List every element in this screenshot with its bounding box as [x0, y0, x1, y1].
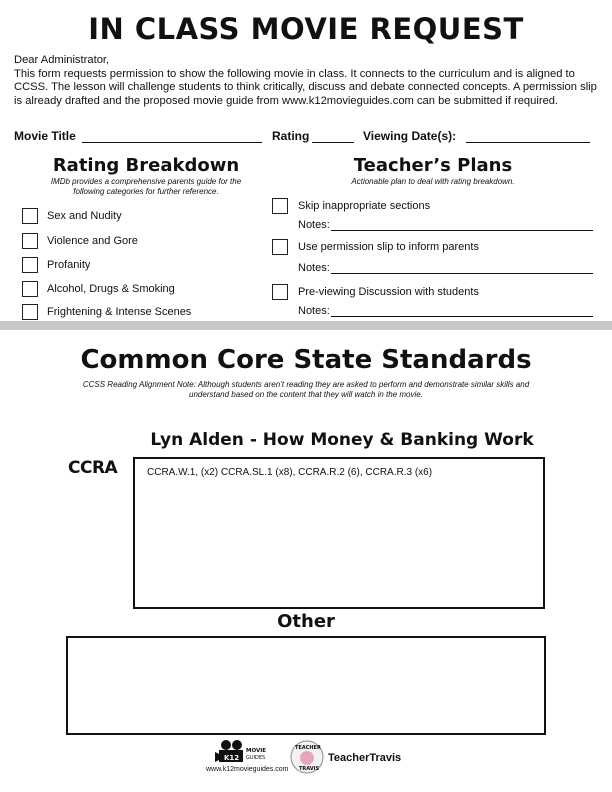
- checkbox-frightening-scenes[interactable]: [22, 304, 38, 320]
- logo-text: K12: [224, 754, 240, 762]
- ccss-note-line1: CCSS Reading Alignment Note: Although students aren’t reading they are asked to perform and demonstrate similar skills and: [82, 380, 530, 389]
- rating-breakdown-subtitle: [14, 177, 278, 196]
- rating-breakdown-subtitle-line2: following categories for further reference.: [73, 186, 219, 196]
- teacher-travis-badge: [290, 740, 324, 779]
- viewing-dates-line[interactable]: [466, 142, 590, 143]
- rating-line[interactable]: [312, 142, 354, 143]
- ccra-box[interactable]: [133, 457, 545, 609]
- ccra-standards-text: CCRA.W.1, (x2) CCRA.SL.1 (x8), CCRA.R.2 (6), CCRA.R.3 (x6): [147, 467, 433, 478]
- movie-name: Lyn Alden - How Money & Banking Work: [150, 430, 534, 450]
- rating-item-label: Frightening & Intense Scenes: [47, 306, 192, 318]
- teachers-plans-heading: Teacher’s Plans: [353, 155, 513, 176]
- rating-label: Rating: [272, 129, 310, 143]
- film-reel-icon: [221, 740, 231, 750]
- ccra-label: CCRA: [68, 458, 118, 478]
- letter-salutation: Dear Administrator,: [14, 54, 110, 66]
- section-divider: [0, 321, 612, 330]
- rating-item-label: Violence and Gore: [47, 235, 138, 247]
- checkbox-previewing-discussion[interactable]: [272, 284, 288, 300]
- svg-text:GUIDES: GUIDES: [246, 755, 266, 761]
- letter-body: This form requests permission to show the following movie in class. It connects to the curriculum and is aligned to CCSS. The lesson will challenge students to think critically, discuss and debate connected concepts. A permission slip is already drafted and the proposed movie guide from www.k12movieguides.com can be submitted if required.: [14, 67, 597, 107]
- notes-line-skip[interactable]: [331, 230, 593, 231]
- plan-item-label: Skip inappropriate sections: [298, 200, 431, 212]
- k12-movie-guides-logo: [214, 738, 276, 769]
- ccss-note-line2: understand based on the content that they will watch in the movie.: [189, 390, 423, 399]
- checkbox-skip-sections[interactable]: [272, 198, 288, 214]
- footer-brand: TeacherTravis: [328, 752, 402, 764]
- notes-line-permission[interactable]: [331, 273, 593, 274]
- checkbox-violence-gore[interactable]: [22, 233, 38, 249]
- other-box[interactable]: [66, 636, 546, 735]
- checkbox-sex-nudity[interactable]: [22, 208, 38, 224]
- ccss-note: [60, 380, 552, 400]
- plan-item-label: Use permission slip to inform parents: [298, 241, 479, 253]
- request-letter: [14, 54, 604, 108]
- rating-breakdown-heading: Rating Breakdown: [52, 155, 240, 176]
- viewing-dates-label: Viewing Date(s):: [363, 129, 457, 143]
- page-title: IN CLASS MOVIE REQUEST: [88, 12, 524, 46]
- notes-label: Notes:: [298, 219, 330, 231]
- notes-line-previewing[interactable]: [331, 316, 593, 317]
- rating-item-label: Profanity: [47, 259, 91, 271]
- teachers-plans-subtitle: Actionable plan to deal with rating breakdown.: [351, 177, 515, 186]
- other-title: Other: [277, 611, 335, 632]
- svg-text:MOVIE: MOVIE: [246, 748, 267, 754]
- rating-item-label: Alcohol, Drugs & Smoking: [47, 283, 175, 295]
- notes-label: Notes:: [298, 305, 330, 317]
- svg-text:TRAVIS: TRAVIS: [299, 766, 320, 772]
- checkbox-permission-slip[interactable]: [272, 239, 288, 255]
- checkbox-alcohol-drugs-smoking[interactable]: [22, 281, 38, 297]
- ccss-title: Common Core State Standards: [80, 345, 532, 375]
- plan-item-label: Pre-viewing Discussion with students: [298, 286, 479, 298]
- movie-title-label: Movie Title: [14, 129, 76, 143]
- rating-breakdown-subtitle-line1: IMDb provides a comprehensive parents guide for the: [50, 177, 242, 186]
- svg-text:TEACHER: TEACHER: [295, 745, 321, 751]
- rating-item-label: Sex and Nudity: [47, 210, 122, 222]
- checkbox-profanity[interactable]: [22, 257, 38, 273]
- footer-url[interactable]: www.k12movieguides.com: [206, 766, 289, 773]
- notes-label: Notes:: [298, 262, 330, 274]
- movie-title-line[interactable]: [82, 142, 262, 143]
